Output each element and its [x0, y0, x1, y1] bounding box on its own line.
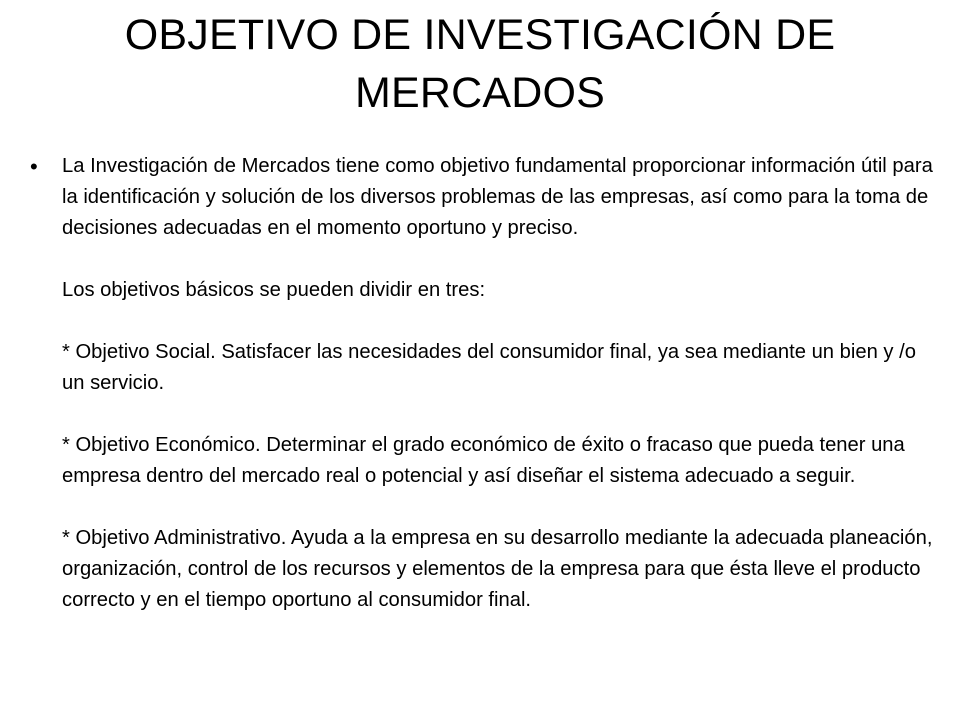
paragraph-gap	[62, 399, 942, 430]
paragraph-gap	[62, 492, 942, 523]
paragraph-gap	[62, 244, 942, 275]
paragraph-gap	[62, 306, 942, 337]
social-objective: * Objetivo Social. Satisfacer las necesidades del consumidor final, ya sea mediante un bien y /o un servicio.	[62, 341, 916, 394]
slide-body	[62, 151, 942, 616]
intro-paragraph: La Investigación de Mercados tiene como objetivo fundamental proporcionar información útil para la identificación y solución de los diversos problemas de las empresas, así como para la toma de decisiones adecuadas en el momento oportuno y preciso.	[62, 155, 933, 239]
administrative-objective: * Objetivo Administrativo. Ayuda a la empresa en su desarrollo mediante la adecuada planeación, organización, control de los recursos y elementos de la empresa para que ésta lleve el producto correcto y en el tiempo oportuno al consumidor final.	[62, 527, 933, 611]
economic-objective: * Objetivo Económico. Determinar el grado económico de éxito o fracaso que pueda tener una empresa dentro del mercado real o potencial y así diseñar el sistema adecuado a seguir.	[62, 434, 905, 487]
objectives-intro: Los objetivos básicos se pueden dividir en tres:	[62, 279, 486, 301]
bullet-icon: •	[30, 154, 38, 179]
slide-title: OBJETIVO DE INVESTIGACIÓN DE MERCADOS	[124, 11, 836, 117]
